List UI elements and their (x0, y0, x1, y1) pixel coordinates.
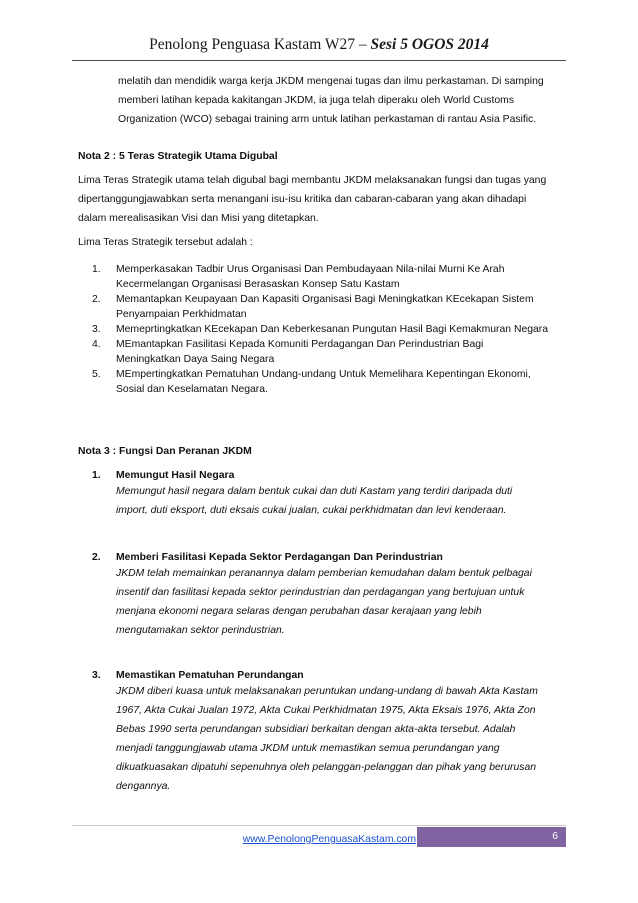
teras-line: Kecermelangan Organisasi Berasaskan Konsep Satu Kastam (116, 279, 400, 290)
fungsi-title: Memungut Hasil Negara (116, 470, 235, 481)
fungsi-line: Memungut hasil negara dalam bentuk cukai dan duti Kastam yang terdiri daripada duti (116, 486, 513, 497)
nota2-paragraph-line: dalam merealisasikan Visi dan Misi yang ditetapkan. (78, 213, 319, 224)
footer-website-link[interactable]: www.PenolongPenguasaKastam.com (242, 834, 416, 845)
teras-line: Memeprtingkatkan KEcekapan Dan Keberkesanan Pungutan Hasil Bagi Kemakmuran Negara (116, 324, 549, 335)
header-session: Sesi 5 OGOS 2014 (370, 36, 489, 53)
teras-line: MEmpertingkatkan Pematuhan Undang-undang Untuk Memelihara Kepentingan Ekonomi, (116, 369, 531, 380)
fungsi-title: Memberi Fasilitasi Kepada Sektor Perdagangan Dan Perindustrian (116, 552, 443, 563)
teras-number: 5. (92, 369, 101, 380)
fungsi-description (116, 482, 568, 520)
teras-text (116, 322, 568, 337)
footer-divider (72, 825, 566, 826)
fungsi-description (116, 564, 568, 640)
fungsi-title: Memastikan Pematuhan Perundangan (116, 670, 304, 681)
fungsi-line: JKDM telah memainkan peranannya dalam pemberian kemudahan dalam bentuk pelbagai (116, 568, 532, 579)
intro-line: melatih dan mendidik warga kerja JKDM mengenai tugas dan ilmu perkastaman. Di samping (118, 76, 544, 87)
teras-number: 4. (92, 339, 101, 350)
header-title: Penolong Penguasa Kastam W27 – (149, 36, 371, 53)
nota2-lead: Lima Teras Strategik tersebut adalah : (78, 237, 253, 248)
teras-text (116, 337, 568, 367)
fungsi-line: JKDM diberi kuasa untuk melaksanakan peruntukan undang-undang di bawah Akta Kastam (116, 686, 538, 697)
fungsi-line: Bebas 1990 serta perundangan subsidiari berkaitan dengan akta-akta tersebut. Adalah (116, 724, 516, 735)
teras-text (116, 367, 568, 397)
fungsi-number: 3. (92, 670, 101, 681)
fungsi-number: 1. (92, 470, 101, 481)
teras-line: Memperkasakan Tadbir Urus Organisasi Dan Pembudayaan Nila-nilai Murni Ke Arah (116, 264, 505, 275)
page-number: 6 (417, 827, 566, 847)
teras-number: 1. (92, 264, 101, 275)
nota2-paragraph-line: Lima Teras Strategik utama telah digubal bagi membantu JKDM melaksanakan fungsi dan tugas yang (78, 175, 547, 186)
teras-number: 3. (92, 324, 101, 335)
fungsi-description (116, 682, 568, 796)
nota3-heading: Nota 3 : Fungsi Dan Peranan JKDM (78, 446, 252, 457)
teras-line: Memantapkan Keupayaan Dan Kapasiti Organisasi Bagi Meningkatkan KEcekapan Sistem (116, 294, 534, 305)
fungsi-line: 1967, Akta Cukai Jualan 1972, Akta Cukai Perkhidmatan 1975, Akta Eksais 1976, Akta Zon (116, 705, 536, 716)
teras-line: Meningkatkan Daya Saing Negara (116, 354, 275, 365)
intro-line: Organization (WCO) sebagai training arm untuk latihan perkastaman di rantau Asia Pasific. (118, 114, 537, 125)
fungsi-line: menjana ekonomi negara selaras dengan perubahan dasar kerajaan yang lebih (116, 606, 482, 617)
fungsi-line: menjadi tanggungjawab utama JKDM untuk memastikan semua perundangan yang (116, 743, 500, 754)
fungsi-line: insentif dan fasilitasi kepada sektor perindustrian dan perdagangan yang bertujuan untuk (116, 587, 525, 598)
header-divider (72, 60, 566, 61)
fungsi-number: 2. (92, 552, 101, 563)
nota2-paragraph-line: dipertanggungjawabkan serta menangani isu-isu kritika dan cabaran-cabaran yang akan dihadapi (78, 194, 527, 205)
page-header (72, 36, 566, 54)
fungsi-line: import, duti eksport, duti eksais cukai jualan, cukai perkhidmatan dan levi kenderaan. (116, 505, 507, 516)
teras-text (116, 292, 568, 322)
teras-text (116, 262, 568, 292)
teras-line: Sosial dan Keselamatan Negara. (116, 384, 268, 395)
fungsi-line: dikuatkuasakan dipatuhi sepenuhnya oleh pelanggan-pelanggan dan pihak yang berurusan (116, 762, 536, 773)
fungsi-line: dengannya. (116, 781, 171, 792)
teras-number: 2. (92, 294, 101, 305)
nota2-heading: Nota 2 : 5 Teras Strategik Utama Digubal (78, 151, 278, 162)
fungsi-line: mengutamakan sektor perindustrian. (116, 625, 285, 636)
intro-line: memberi latihan kepada kakitangan JKDM, ia juga telah diperaku oleh World Customs (118, 95, 515, 106)
teras-line: Penyampaian Perkhidmatan (116, 309, 247, 320)
teras-line: MEmantapkan Fasilitasi Kepada Komuniti Perdagangan Dan Perindustrian Bagi (116, 339, 484, 350)
